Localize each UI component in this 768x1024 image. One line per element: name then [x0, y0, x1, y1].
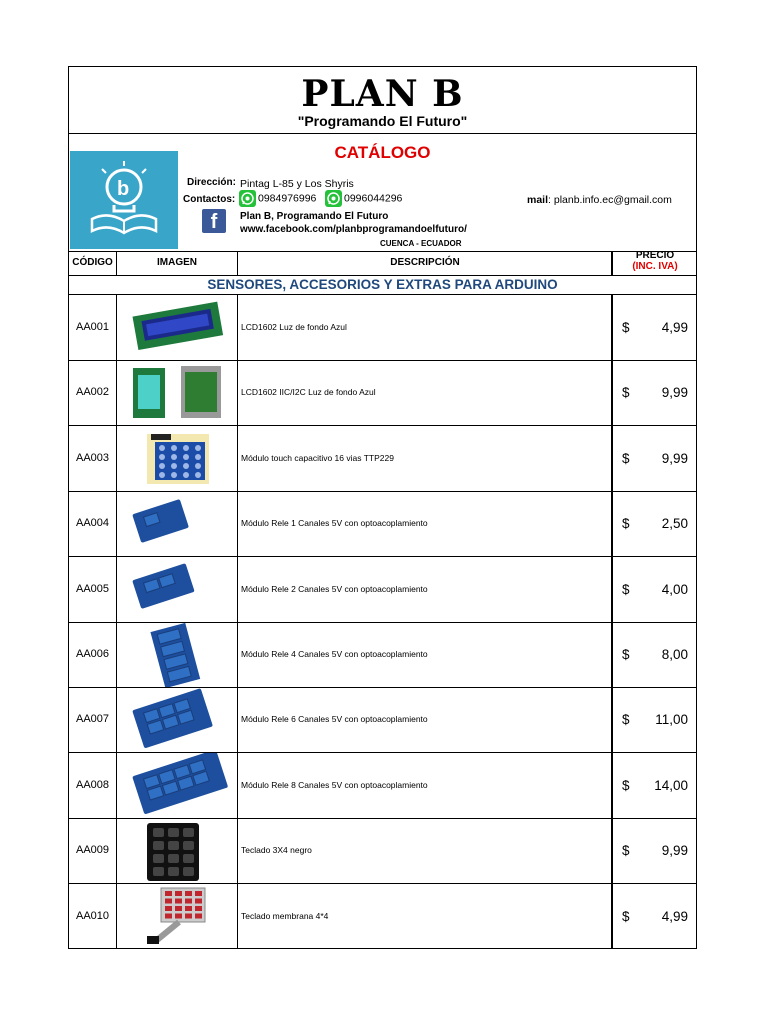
currency-symbol: $ [622, 450, 630, 466]
product-image [117, 295, 237, 360]
col-price [614, 250, 696, 274]
product-code: AA004 [75, 517, 110, 530]
facebook-url[interactable]: www.facebook.com/planbprogramandoelfuturo/ [240, 224, 467, 235]
product-price: 14,00 [654, 777, 688, 793]
product-image [117, 884, 237, 949]
product-image [117, 426, 237, 491]
title-block [69, 67, 696, 134]
col-image: IMAGEN [157, 257, 197, 268]
planb-logo [70, 151, 178, 249]
whatsapp-icon [239, 190, 256, 207]
product-code: AA002 [75, 386, 110, 399]
col-price-note: (INC. IVA) [632, 261, 678, 272]
product-description: Módulo Rele 4 Canales 5V con optoacoplamiento [241, 649, 428, 659]
contacts-label: Contactos: [183, 194, 236, 205]
address-value: Pintag L-85 y Los Shyris [240, 178, 354, 190]
product-code: AA001 [75, 321, 110, 333]
product-description: Teclado membrana 4*4 [241, 910, 329, 921]
product-price: 4,00 [661, 581, 688, 597]
slogan: "Programando El Futuro" [297, 113, 468, 129]
product-price: 8,00 [661, 647, 688, 662]
table-row [69, 884, 696, 949]
svg-text:b: b [117, 178, 130, 200]
product-image [117, 360, 237, 425]
table-row [69, 295, 696, 361]
facebook-icon: f [202, 209, 226, 233]
mail-line [527, 194, 672, 206]
table-row [69, 491, 696, 557]
product-description: Teclado 3X4 negro [241, 845, 312, 856]
product-price: 4,99 [661, 908, 688, 924]
product-description: Módulo Rele 2 Canales 5V con optoacoplamiento [241, 583, 428, 594]
product-price: 4,99 [661, 320, 688, 335]
currency-symbol: $ [622, 516, 630, 532]
product-description: Módulo touch capacitivo 16 vias TTP229 [241, 452, 394, 463]
col-description: DESCRIPCIÓN [390, 257, 460, 268]
table-row [69, 818, 696, 884]
product-image [117, 687, 237, 752]
phone-1 [239, 190, 316, 207]
col-price-label: PRECIO [635, 250, 675, 261]
phone-2-text: 0996044296 [344, 192, 403, 205]
product-description: LCD1602 IIC/I2C Luz de fondo Azul [241, 387, 376, 398]
product-image [117, 557, 237, 622]
product-image [117, 622, 237, 687]
info-block [69, 133, 696, 252]
catalog-sheet [68, 66, 697, 949]
currency-symbol: $ [622, 581, 630, 597]
product-description: Módulo Rele 1 Canales 5V con optoacoplamiento [241, 518, 428, 529]
address-label: Dirección: [187, 177, 236, 188]
phone-1-text: 0984976996 [258, 192, 317, 205]
product-image [117, 491, 237, 556]
product-price: 2,50 [661, 516, 688, 532]
product-description: Módulo Rele 6 Canales 5V con optoacoplamiento [241, 714, 428, 725]
currency-symbol: $ [622, 843, 630, 859]
product-table [69, 295, 696, 949]
currency-symbol: $ [622, 647, 630, 662]
currency-symbol: $ [622, 712, 630, 728]
section-title: SENSORES, ACCESORIOS Y EXTRAS PARA ARDUINO [69, 276, 696, 295]
whatsapp-icon [325, 190, 342, 207]
product-price: 11,00 [655, 712, 688, 728]
product-image [117, 753, 237, 818]
product-code: AA005 [75, 582, 110, 595]
location: CUENCA - ECUADOR [380, 239, 462, 248]
mail-value: : planb.info.ec@gmail.com [548, 194, 672, 206]
product-price: 9,99 [661, 385, 688, 401]
currency-symbol: $ [622, 777, 630, 793]
table-row [69, 622, 696, 688]
product-description: Módulo Rele 8 Canales 5V con optoacoplamiento [241, 779, 428, 790]
product-price: 9,99 [661, 843, 688, 859]
table-header [69, 251, 696, 276]
product-code: AA010 [75, 909, 110, 922]
product-image [117, 818, 237, 883]
mail-label: mail [527, 194, 549, 206]
table-row [69, 753, 696, 819]
currency-symbol: $ [622, 385, 630, 401]
product-code: AA009 [75, 844, 110, 857]
product-code: AA008 [75, 778, 110, 791]
product-price: 9,99 [661, 450, 688, 466]
table-row [69, 426, 696, 492]
brand-title: PLAN B [301, 73, 464, 115]
table-row [69, 687, 696, 753]
product-description: LCD1602 Luz de fondo Azul [241, 322, 347, 332]
product-code: AA003 [75, 451, 110, 464]
currency-symbol: $ [622, 320, 630, 335]
product-code: AA006 [75, 648, 110, 660]
table-row [69, 557, 696, 623]
phone-2 [325, 190, 402, 207]
table-row [69, 360, 696, 426]
facebook-name: Plan B, Programando El Futuro [240, 211, 389, 222]
product-code: AA007 [75, 713, 110, 726]
catalog-title: CATÁLOGO [334, 143, 431, 162]
currency-symbol: $ [622, 908, 630, 924]
col-code: CÓDIGO [72, 257, 113, 268]
